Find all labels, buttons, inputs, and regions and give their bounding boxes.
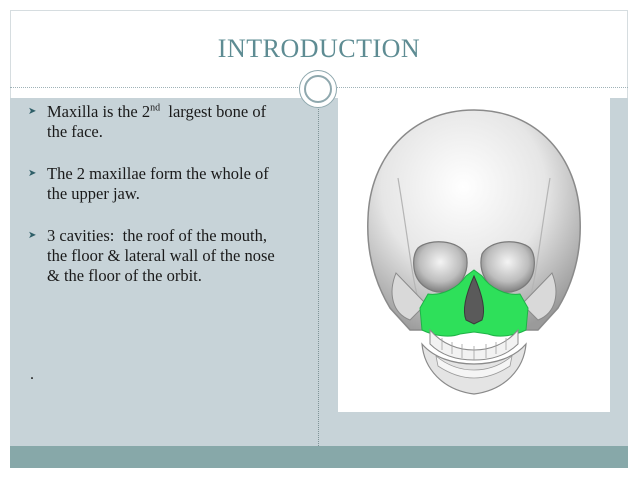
arrowhead-bullet-icon: ➤ <box>28 168 37 179</box>
bullet-line: The 2 maxillae form the whole of <box>47 164 269 183</box>
bullet-line: the face. <box>47 122 103 141</box>
bullet-line: 3 cavities: the roof of the mouth, <box>47 226 267 245</box>
bullet-line: the upper jaw. <box>47 184 140 203</box>
circle-ornament-inner-icon <box>304 75 332 103</box>
bullet-line: Maxilla is the 2nd largest bone of <box>47 102 267 121</box>
skull-illustration <box>338 98 610 412</box>
bullet-item <box>28 164 308 204</box>
bullet-item <box>28 226 308 286</box>
bullet-line: the floor & lateral wall of the nose <box>47 246 275 265</box>
stray-text: . <box>30 366 34 383</box>
bullet-item <box>28 102 308 142</box>
bullet-line: & the floor of the orbit. <box>47 266 202 285</box>
column-divider <box>318 98 319 446</box>
skull-svg <box>338 98 610 412</box>
slide-title: INTRODUCTION <box>217 34 421 63</box>
bullet-list <box>28 102 308 308</box>
arrowhead-bullet-icon: ➤ <box>28 106 37 117</box>
footer-bar <box>10 446 628 468</box>
arrowhead-bullet-icon: ➤ <box>28 230 37 241</box>
